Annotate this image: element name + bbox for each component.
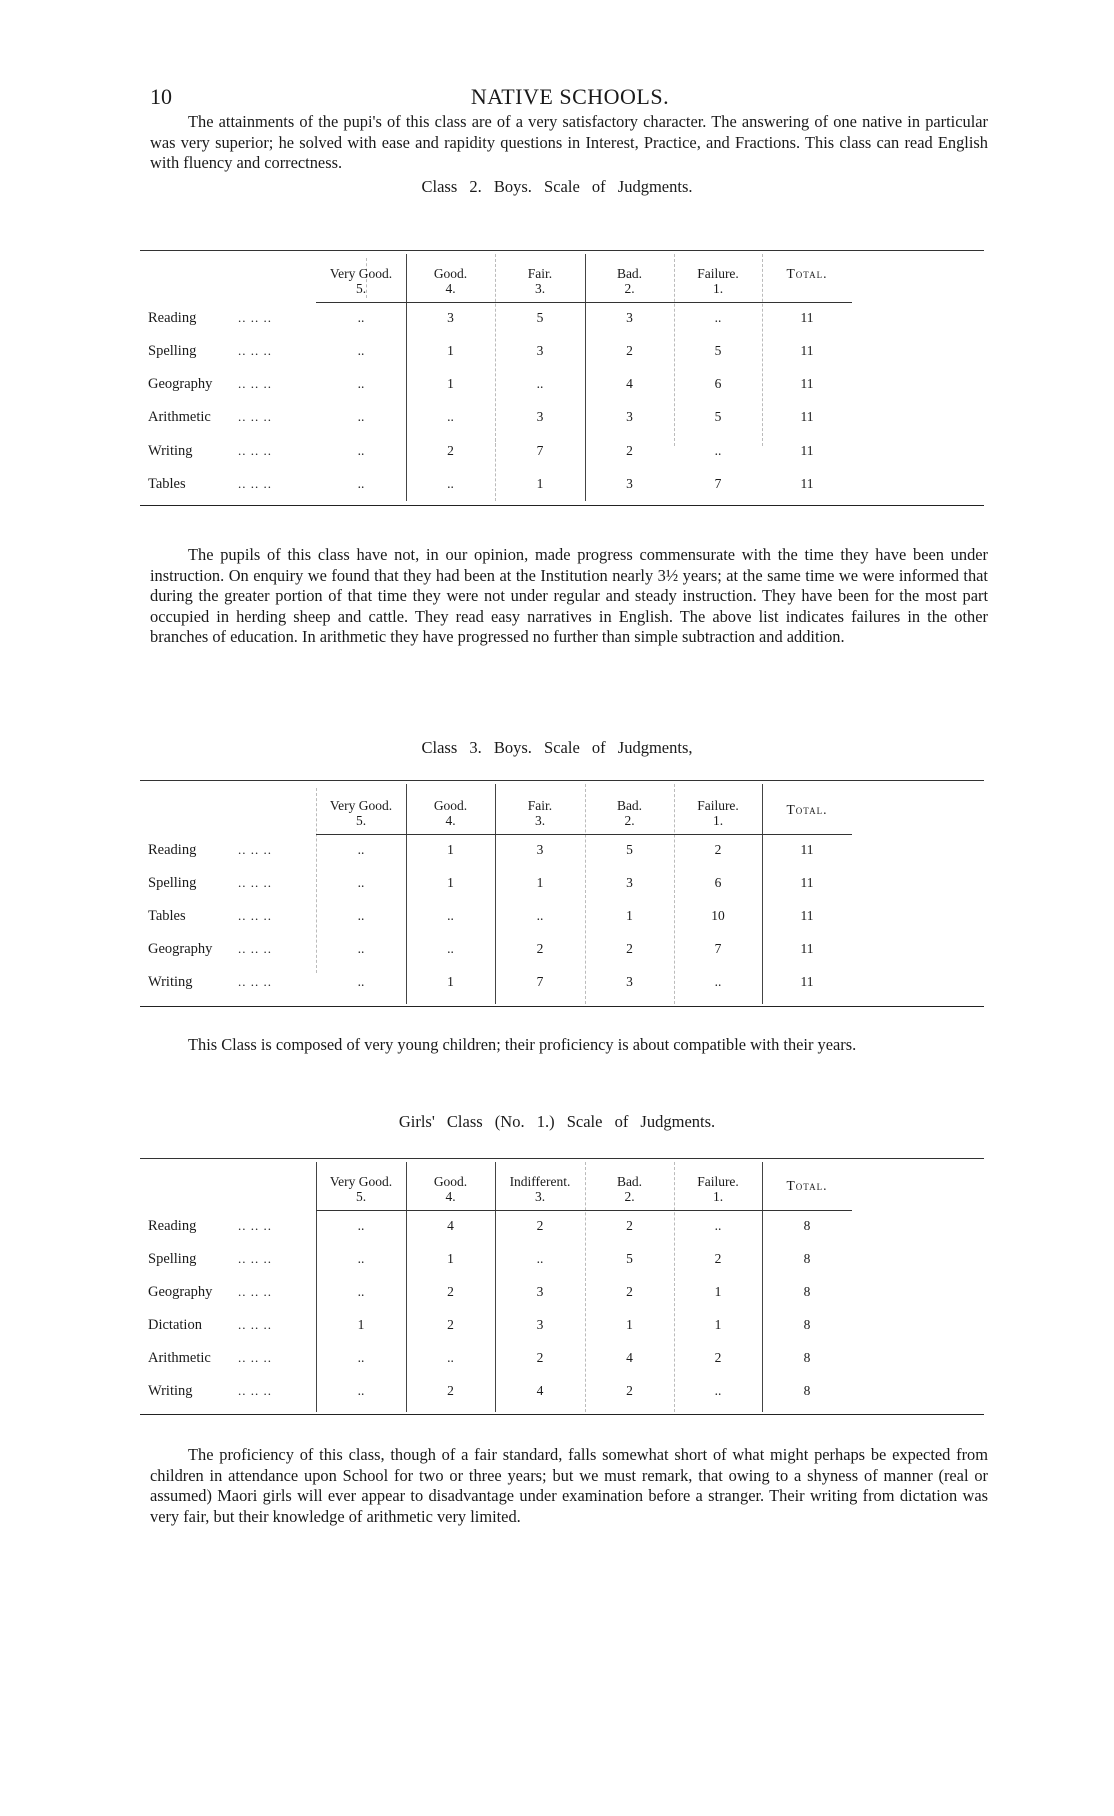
cell: 4 [626, 376, 633, 391]
cell: 3 [536, 1317, 544, 1332]
cell: .. [714, 310, 722, 325]
cell: 1 [447, 343, 454, 358]
header-good: Good. 4. [433, 266, 468, 296]
table-class3-boys [140, 780, 984, 1020]
header-indifferent: Indifferent. 3. [509, 1174, 571, 1204]
header-good: Good. 4. [433, 1174, 468, 1204]
running-title: NATIVE SCHOOLS. [470, 84, 670, 109]
header-underline [316, 834, 852, 835]
header-failure: Failure. 1. [697, 798, 739, 828]
header-failure: Failure. 1. [697, 266, 739, 296]
cell: 2 [626, 1218, 633, 1233]
cell: 1 [714, 1317, 722, 1332]
cell: 7 [536, 974, 544, 989]
cell: 8 [803, 1383, 811, 1398]
cell: .. [447, 1350, 454, 1365]
table-bottom-rule [140, 1414, 984, 1415]
cell: 2 [626, 941, 633, 956]
cell: 8 [803, 1284, 811, 1299]
cell: 3 [447, 310, 454, 325]
cell: 1 [447, 974, 454, 989]
cell: 3 [626, 409, 633, 424]
row-label: Writing [148, 443, 193, 459]
row-label: Geography [148, 376, 213, 392]
leader-dots: .. .. .. [238, 476, 272, 491]
cell: 3 [626, 476, 633, 491]
header-bad: Bad. 2. [616, 1174, 643, 1204]
table-top-rule [140, 780, 984, 781]
cell: 11 [800, 409, 814, 424]
cell: .. [357, 443, 365, 458]
leader-dots: .. .. .. [238, 1218, 272, 1233]
leader-dots: .. .. .. [238, 875, 272, 890]
cell: .. [357, 476, 365, 491]
leader-dots: .. .. .. [238, 1383, 272, 1398]
cell: 2 [714, 1350, 722, 1365]
cell: 3 [536, 1284, 544, 1299]
header-fair: Fair. 3. [527, 266, 553, 296]
cell: .. [357, 310, 365, 325]
row-label: Writing [148, 1383, 193, 1399]
row-label: Reading [148, 1218, 197, 1234]
cell: 1 [626, 908, 633, 923]
leader-dots: .. .. .. [238, 343, 272, 358]
row-label: Arithmetic [148, 1350, 211, 1366]
cell: 3 [626, 310, 633, 325]
cell: 2 [536, 1350, 544, 1365]
cell: .. [357, 941, 365, 956]
header-total: Total. [786, 802, 828, 817]
table-top-rule [140, 1158, 984, 1159]
cell: 7 [714, 476, 722, 491]
cell: .. [714, 1383, 722, 1398]
cell: .. [357, 875, 365, 890]
leader-dots: .. .. .. [238, 376, 272, 391]
table-class2-boys-continued [140, 443, 984, 513]
cell: 1 [447, 376, 454, 391]
header-underline [316, 302, 852, 303]
cell: 2 [536, 941, 544, 956]
row-label: Spelling [148, 1251, 197, 1267]
cell: 8 [803, 1350, 811, 1365]
cell: .. [357, 908, 365, 923]
cell: 3 [626, 875, 633, 890]
table-bottom-rule [140, 1006, 984, 1007]
cell: 5 [536, 310, 544, 325]
leader-dots: .. .. .. [238, 1317, 272, 1332]
header-good: Good. 4. [433, 798, 468, 828]
row-label: Geography [148, 941, 213, 957]
cell: .. [536, 376, 544, 391]
header-very-good: Very Good. 5. [329, 798, 393, 828]
row-label: Geography [148, 1284, 213, 1300]
cell: 8 [803, 1218, 811, 1233]
cell: 1 [714, 1284, 722, 1299]
cell: 3 [536, 842, 544, 857]
header-total: Total. [786, 266, 828, 281]
cell: 11 [800, 376, 814, 391]
header-fair: Fair. 3. [527, 798, 553, 828]
cell: 2 [714, 842, 722, 857]
cell: 1 [447, 875, 454, 890]
header-failure: Failure. 1. [697, 1174, 739, 1204]
table-bottom-rule [140, 505, 984, 506]
row-label: Dictation [148, 1317, 202, 1333]
leader-dots: .. .. .. [238, 1284, 272, 1299]
cell: 1 [447, 1251, 454, 1266]
class3-comment-paragraph: This Class is composed of very young children; their proficiency is about compatible with their years. [188, 1035, 857, 1054]
header-bad: Bad. 2. [616, 798, 643, 828]
column-divider [762, 784, 763, 1004]
row-label: Tables [148, 908, 186, 924]
cell: .. [357, 1350, 365, 1365]
cell: 2 [536, 1218, 544, 1233]
cell: 11 [800, 842, 814, 857]
row-label: Writing [148, 974, 193, 990]
cell: 1 [447, 842, 454, 857]
leader-dots: .. .. .. [238, 974, 272, 989]
cell: 4 [536, 1383, 544, 1398]
cell: 5 [714, 409, 722, 424]
page-number: 10 [150, 84, 172, 109]
cell: 10 [711, 908, 725, 923]
cell: .. [447, 908, 454, 923]
cell: .. [357, 842, 365, 857]
cell: .. [357, 974, 365, 989]
leader-dots: .. .. .. [238, 941, 272, 956]
leader-dots: .. .. .. [238, 908, 272, 923]
cell: .. [536, 1251, 544, 1266]
cell: 7 [536, 443, 544, 458]
table-caption-girls: Girls' Class (No. 1.) Scale of Judgments. [398, 1112, 716, 1131]
cell: 2 [626, 443, 633, 458]
cell: .. [536, 908, 544, 923]
leader-dots: .. .. .. [238, 443, 272, 458]
cell: 2 [626, 1284, 633, 1299]
cell: .. [714, 443, 722, 458]
cell: 7 [714, 941, 722, 956]
row-label: Arithmetic [148, 409, 211, 425]
cell: 1 [626, 1317, 633, 1332]
row-label: Spelling [148, 343, 197, 359]
cell: 4 [447, 1218, 454, 1233]
cell: .. [357, 1251, 365, 1266]
cell: .. [714, 1218, 722, 1233]
cell: .. [357, 1284, 365, 1299]
header-bad: Bad. 2. [616, 266, 643, 296]
leader-dots: .. .. .. [238, 1251, 272, 1266]
table-top-rule [140, 250, 984, 251]
cell: 3 [536, 409, 544, 424]
cell: 11 [800, 875, 814, 890]
cell: 3 [536, 343, 544, 358]
row-label: Spelling [148, 875, 197, 891]
cell: 6 [714, 376, 722, 391]
cell: 2 [447, 443, 454, 458]
cell: 8 [803, 1317, 811, 1332]
cell: 8 [803, 1251, 811, 1266]
table-caption-class2: Class 2. Boys. Scale of Judgments. [421, 177, 693, 196]
table-class2-boys [140, 250, 984, 460]
cell: .. [447, 476, 454, 491]
cell: 2 [626, 1383, 633, 1398]
intro-paragraph: The attainments of the pupi's of this class are of a very satisfactory character. The answering of one native in particular was very superior; he solved with ease and rapidity questions in Interest, Practice, and Fractions. This class can read English with fluency and correctness. [150, 112, 988, 172]
row-label: Reading [148, 842, 197, 858]
page-header [150, 84, 990, 114]
cell: 2 [447, 1317, 454, 1332]
cell: .. [357, 1383, 365, 1398]
cell: .. [447, 409, 454, 424]
cell: 2 [626, 343, 633, 358]
cell: 5 [626, 1251, 633, 1266]
cell: 11 [800, 974, 814, 989]
cell: 2 [447, 1383, 454, 1398]
table-girls-class [140, 1158, 984, 1428]
cell: 4 [626, 1350, 633, 1365]
cell: 2 [447, 1284, 454, 1299]
header-underline [316, 1210, 852, 1211]
cell: 1 [536, 875, 544, 890]
cell: 3 [626, 974, 633, 989]
row-label: Reading [148, 310, 197, 326]
cell: 11 [800, 476, 814, 491]
cell: 1 [357, 1317, 365, 1332]
row-label: Tables [148, 476, 186, 492]
header-very-good: Very Good. 5. [329, 1174, 393, 1204]
table-caption-class3: Class 3. Boys. Scale of Judgments, [421, 738, 693, 757]
cell: 11 [800, 343, 814, 358]
leader-dots: .. .. .. [238, 409, 272, 424]
girls-comment-paragraph: The proficiency of this class, though of a fair standard, falls somewhat short of what might perhaps be expected from children in attendance upon School for two or three years; but we must remark, that owing to a shyness of manner (real or assumed) Maori girls will ever appear to disadvantage under examination before a stranger. Their writing from dictation was very fair, but their knowledge of arithmetic very limited. [150, 1445, 988, 1526]
header-very-good: Very Good. 5. [329, 266, 393, 296]
cell: 5 [626, 842, 633, 857]
cell: .. [357, 1218, 365, 1233]
cell: .. [357, 343, 365, 358]
cell: .. [357, 409, 365, 424]
cell: 11 [800, 443, 814, 458]
cell: 1 [536, 476, 544, 491]
leader-dots: .. .. .. [238, 310, 272, 325]
leader-dots: .. .. .. [238, 842, 272, 857]
cell: 11 [800, 941, 814, 956]
cell: .. [447, 941, 454, 956]
cell: 11 [800, 310, 814, 325]
cell: .. [714, 974, 722, 989]
cell: 6 [714, 875, 722, 890]
class2-comment-paragraph: The pupils of this class have not, in our opinion, made progress commensurate with the time they have been under instruction. On enquiry we found that they had been at the Institution nearly 3½ years; at the same time we were informed that during the greater portion of that time they were not under regular and steady instruction. They have been for the most part occupied in herding sheep and cattle. They read easy narratives in English. The above list indicates failures in the other branches of education. In arithmetic they have progressed no further than simple subtraction and addition. [150, 545, 988, 646]
cell: 5 [714, 343, 722, 358]
cell: .. [357, 376, 365, 391]
cell: 2 [714, 1251, 722, 1266]
leader-dots: .. .. .. [238, 1350, 272, 1365]
cell: 11 [800, 908, 814, 923]
header-total: Total. [786, 1178, 828, 1193]
